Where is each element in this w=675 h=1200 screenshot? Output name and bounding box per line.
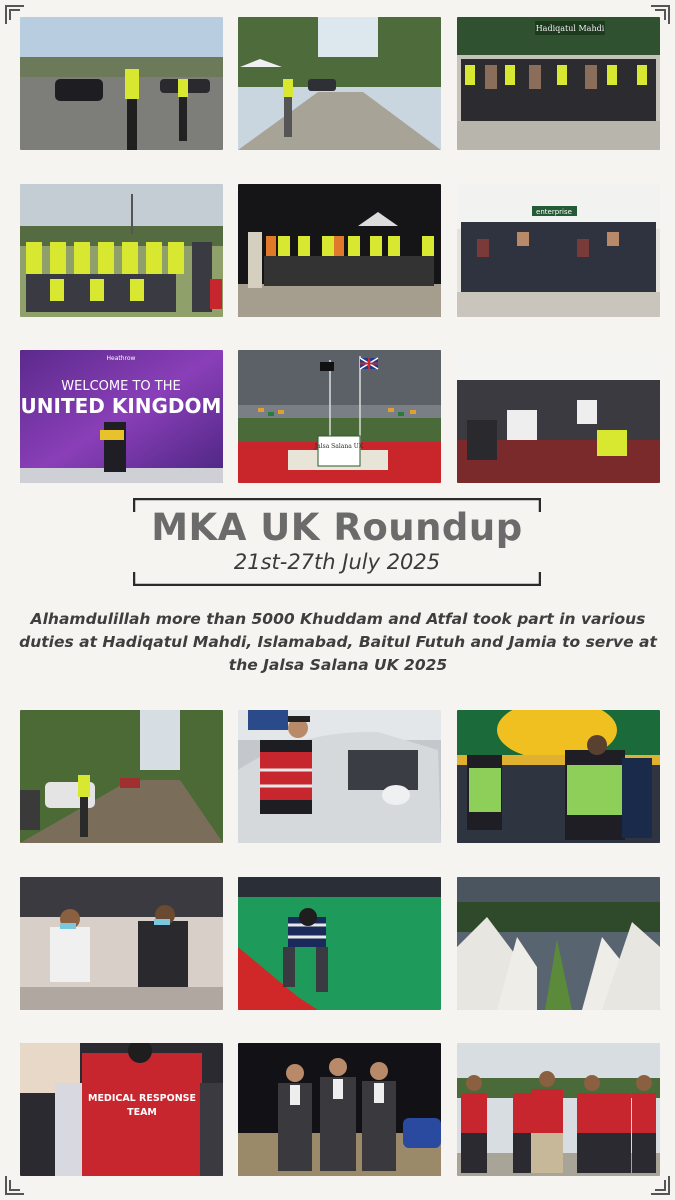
- date-range: 21st-27th July 2025: [233, 550, 441, 574]
- jalsa-flags-stage-photo: [238, 350, 441, 483]
- corner-ornament-bottom-left: [4, 1174, 26, 1196]
- heathrow-welcome-photo: [20, 350, 223, 483]
- night-trio-photo: [238, 1043, 441, 1176]
- medical-line1-text: MEDICAL RESPONSE: [87, 1093, 197, 1104]
- jalsa-sign-text: Jalsa Salana UK: [314, 443, 364, 450]
- heathrow-logo-text: Heathrow: [106, 355, 136, 362]
- car-park-marshals-photo: [20, 17, 223, 150]
- roundup-description: Alhamdulillah more than 5000 Khuddam and Atfal took part in various duties at Hadiqatul Mahdi, Islamabad, Baitul Futuh and Jamia to serve at the Jalsa Salana UK 2025: [19, 610, 657, 674]
- woodland-traffic-photo: [20, 710, 223, 843]
- parking-assist-photo: [238, 710, 441, 843]
- hadiqatul-sign-text: Hadiqatul Mahdi: [535, 24, 605, 33]
- stage-security-photo: [457, 710, 660, 843]
- medical-response-photo: [20, 1043, 223, 1176]
- night-team-group-photo: [238, 184, 441, 317]
- road-gate-volunteer-photo: [238, 17, 441, 150]
- page-title: MKA UK Roundup: [151, 506, 523, 549]
- carpet-laying-photo: [238, 877, 441, 1010]
- welcome-line1-text: WELCOME TO THE: [61, 379, 181, 394]
- high-vis-team-group-photo: [20, 184, 223, 317]
- welcome-line2-text: UNITED KINGDOM: [20, 394, 222, 418]
- medical-line2-text: TEAM: [127, 1107, 157, 1118]
- title-frame: [133, 498, 541, 586]
- corner-ornament-bottom-right: [649, 1174, 671, 1196]
- hadiqatul-mahdi-team-group-photo: [457, 17, 660, 150]
- white-tents-row-photo: [457, 877, 660, 1010]
- tent-team-group-photo: [457, 184, 660, 317]
- food-serving-photo: [20, 877, 223, 1010]
- marquee-briefing-photo: [457, 350, 660, 483]
- enterprise-sign-text: enterprise: [536, 208, 572, 216]
- red-vest-team-photo: [457, 1043, 660, 1176]
